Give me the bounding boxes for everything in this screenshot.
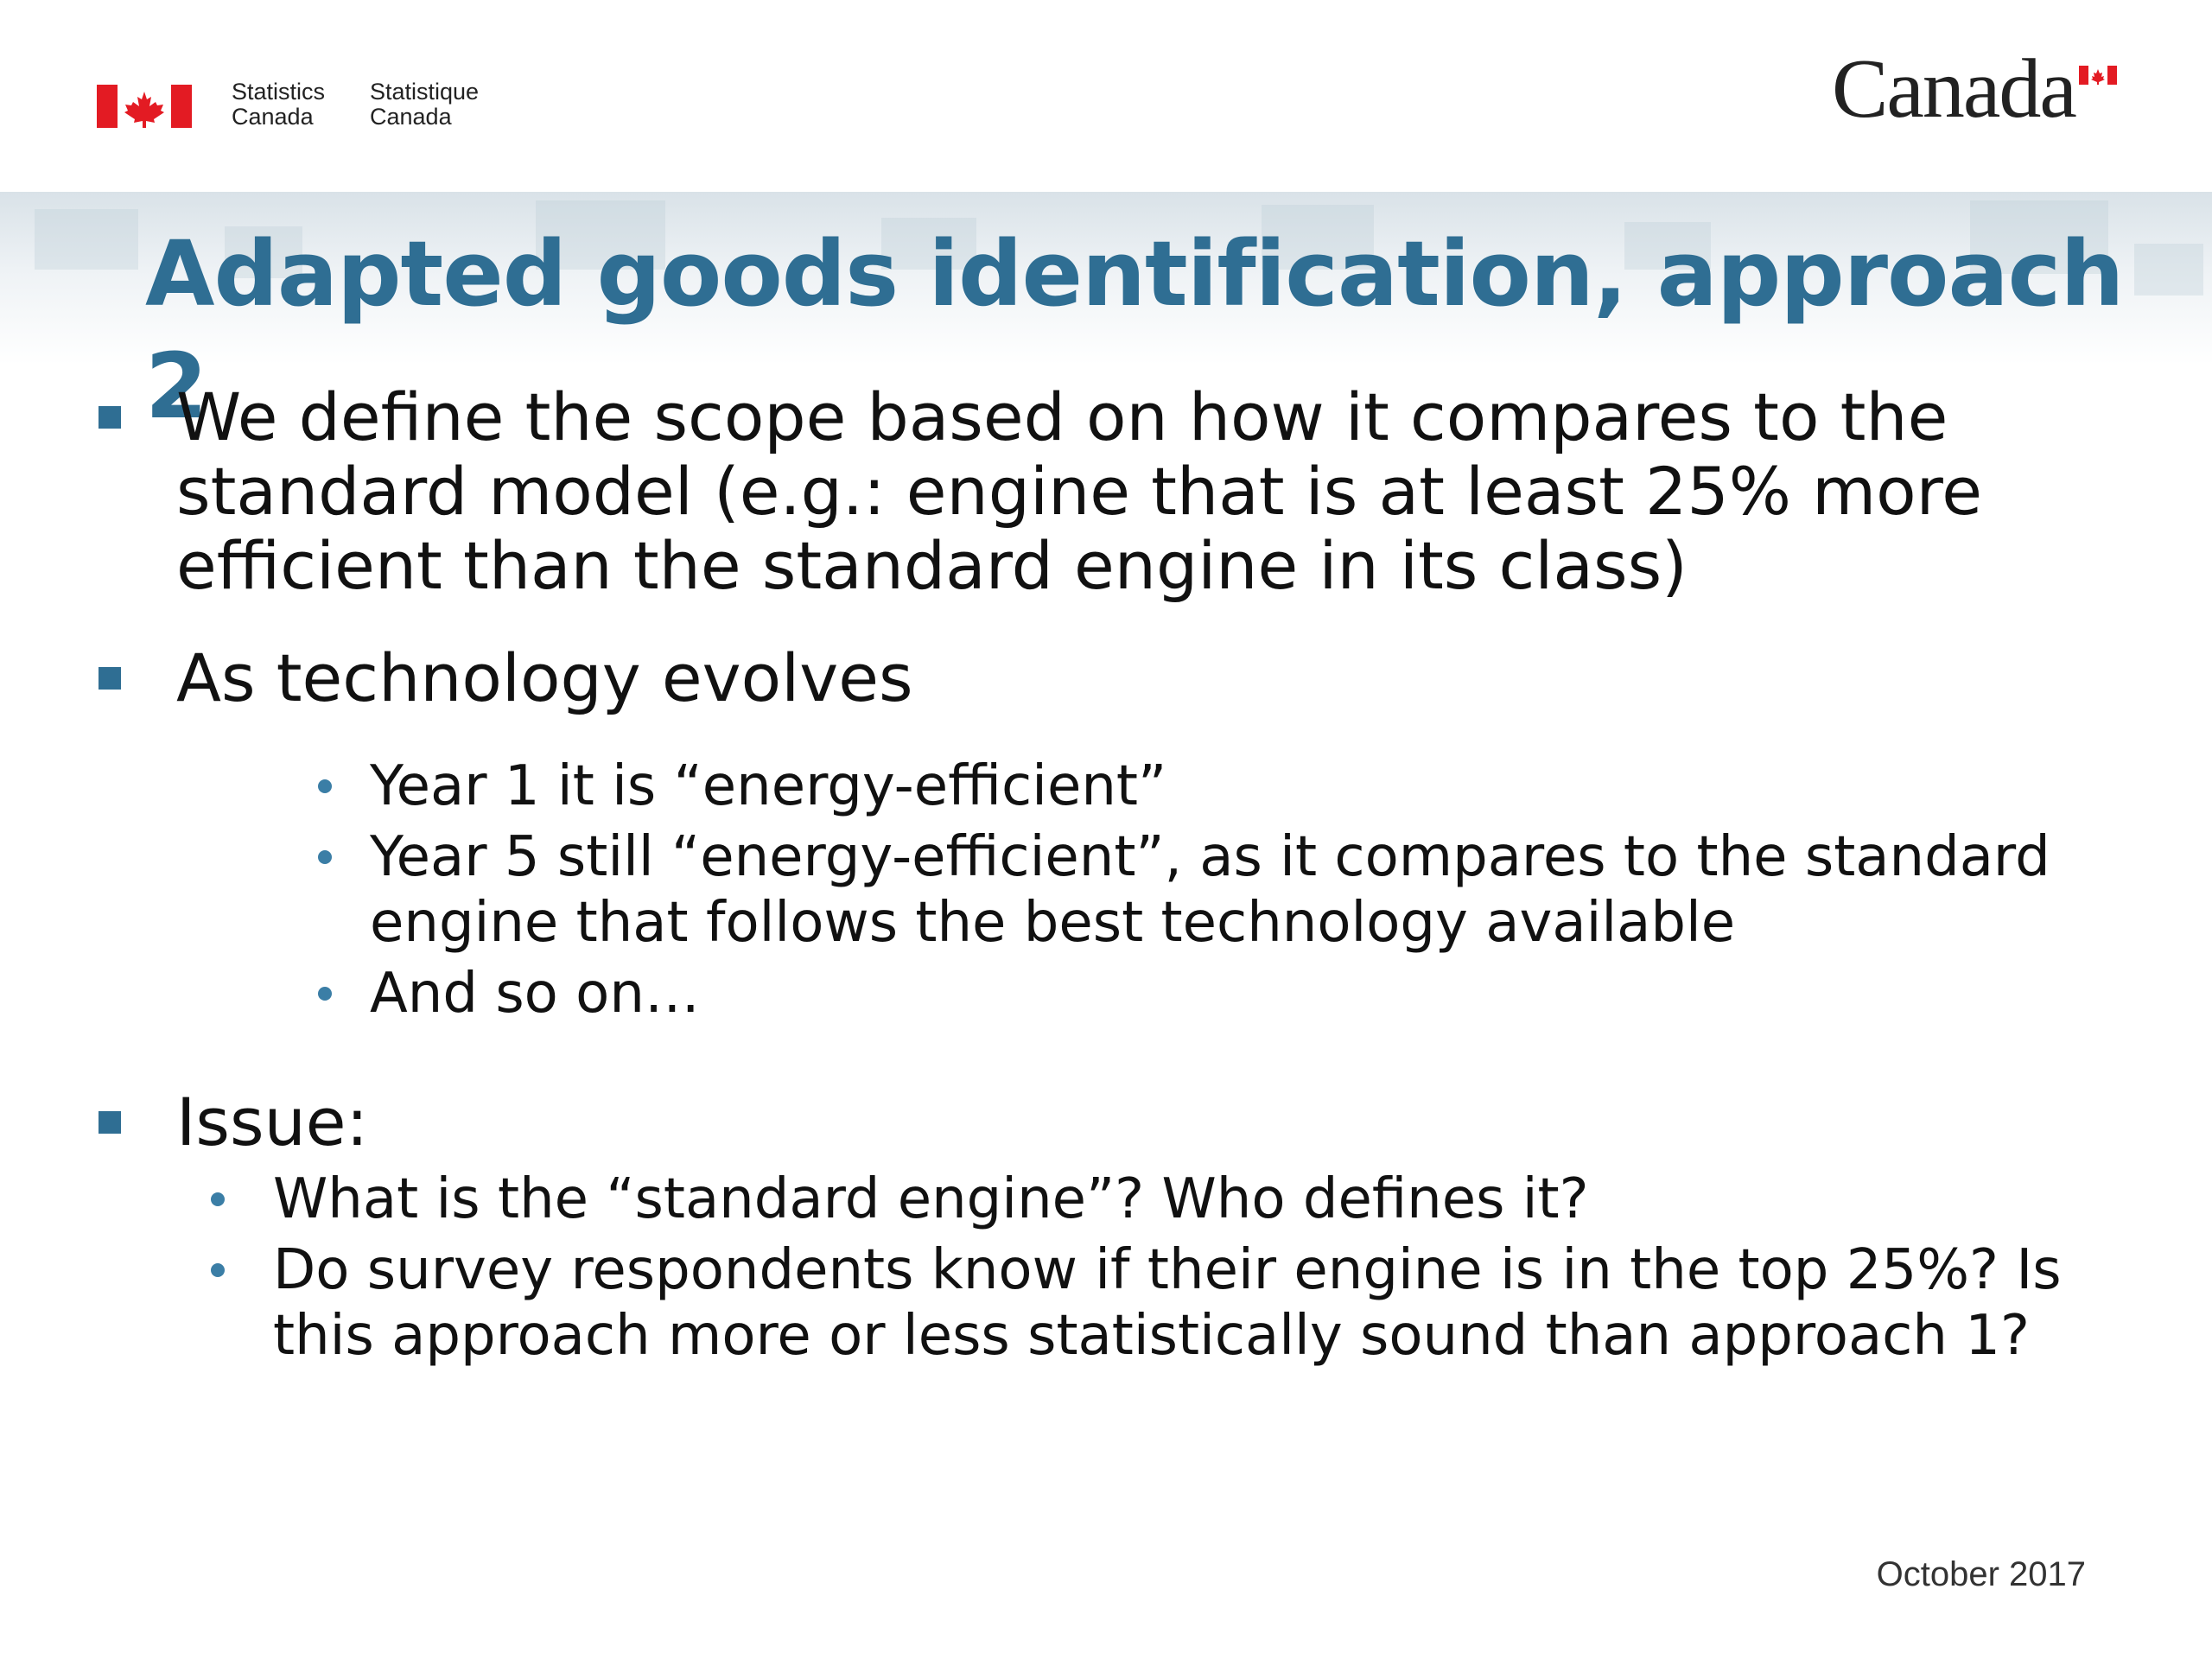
org-en-line1: Statistics — [232, 79, 326, 105]
sub-bullet-marker-2-1 — [318, 779, 332, 793]
bullet-2-text: As technology evolves — [176, 639, 913, 716]
wordmark-text: Canada — [1832, 42, 2075, 136]
sub-bullet-marker-3-1 — [211, 1192, 225, 1206]
slide-title: Adapted goods identification, approach 2 — [145, 221, 2124, 439]
sub-bullet-2-1-text: Year 1 it is “energy-efficient” — [370, 754, 1167, 818]
org-name-english — [232, 79, 325, 130]
sub-bullet-marker-2-2 — [318, 850, 332, 864]
org-en-line2: Canada — [232, 104, 314, 130]
header — [0, 0, 2212, 192]
org-name-french — [370, 79, 479, 130]
sub-bullet-3-1-text: What is the “standard engine”? Who defines it? — [273, 1167, 1589, 1231]
bullet-1-text: We define the scope based on how it compares to the standard model (e.g.: engine that is at least 25% more efficient than the standard engine in its class) — [176, 378, 1982, 604]
bullet-3-text: Issue: — [176, 1084, 369, 1160]
sub-bullet-2-3-text: And so on… — [370, 962, 700, 1026]
footer-date: October 2017 — [1876, 1555, 2086, 1593]
sub-bullet-2-2-text: Year 5 still “energy-efficient”, as it compares to the standard engine that follows the best technology available — [370, 825, 2050, 955]
bullet-marker-1 — [99, 406, 121, 429]
org-fr-line2: Canada — [370, 104, 452, 130]
canada-wordmark — [1832, 42, 2117, 138]
canada-flag-icon — [97, 85, 192, 128]
wordmark-flag-icon — [2079, 66, 2117, 85]
sub-bullet-marker-3-2 — [211, 1263, 225, 1277]
sub-bullet-marker-2-3 — [318, 987, 332, 1001]
sub-bullet-3-2-text: Do survey respondents know if their engine is in the top 25%? Is this approach more or less statistically sound than approach 1? — [273, 1238, 2062, 1368]
bullet-marker-2 — [99, 667, 121, 690]
org-fr-line1: Statistique — [370, 79, 480, 105]
bullet-marker-3 — [99, 1111, 121, 1134]
